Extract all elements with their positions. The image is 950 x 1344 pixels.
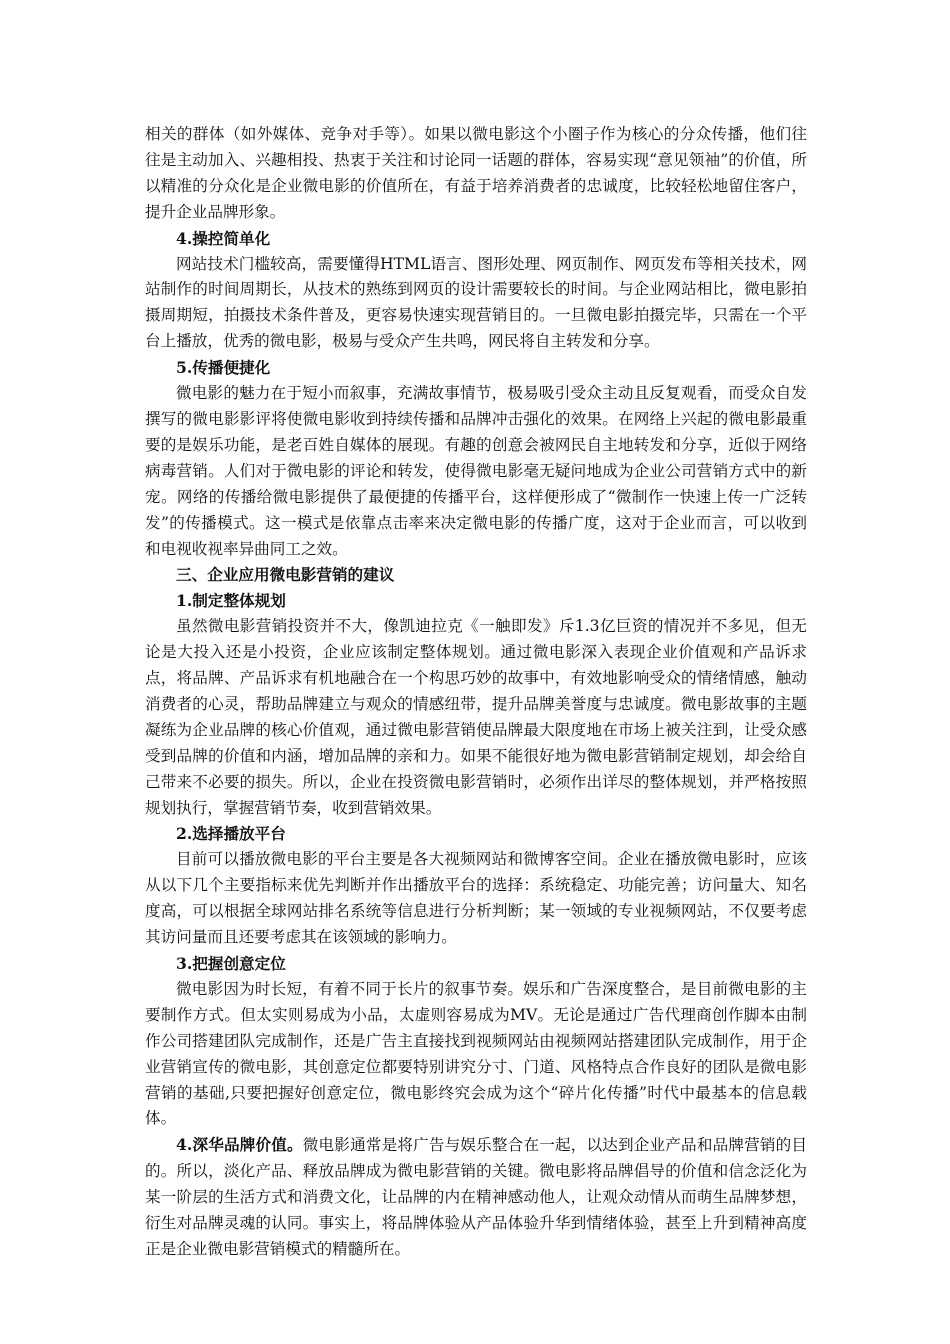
document-body [145, 122, 807, 1263]
paragraph: 微电影因为时长短，有着不同于长片的叙事节奏。娱乐和广告深度整合，是目前微电影的主要制作方式。但太实则易成为小品，太虚则容易成为MV。无论是通过广告代理商创作脚本由制作公司搭建团队完成制作，还是广告主直接找到视频网站由视频网站搭建团队完成制作，用于企业营销宣传的微电影，其创意定位都要特别讲究分寸、门道、风格特点合作良好的团队是微电影营销的基础,只要把握好创意定位，微电影终究会成为这个“碎片化传播”时代中最基本的信息载体。 [145, 979, 807, 1128]
paragraph-continued: 相关的群体（如外媒体、竞争对手等）。如果以微电影这个小圈子作为核心的分众传播，他们往往是主动加入、兴趣相投、热衷于关注和讨论同一话题的群体，容易实现“意见领袖”的价值，所以精准的分众化是企业微电影的价值所在，有益于培养消费者的忠诚度，比较轻松地留住客户，提升企业品牌形象。 [145, 125, 807, 221]
section-heading: 3.把握创意定位 [176, 954, 286, 973]
section-heading: 5.传播便捷化 [176, 358, 271, 378]
chapter-heading: 三、企业应用微电影营销的建议 [176, 565, 395, 585]
paragraph: 目前可以播放微电影的平台主要是各大视频网站和微博客空间。企业在播放微电影时，应该从以下几个主要指标来优先判断并作出播放平台的选择：系统稳定、功能完善；访问量大、知名度高，可以根据全球网站排名系统等信息进行分析判断；某一领域的专业视频网站，不仅要考虑其访问量而且还要考虑其在该领域的影响力。 [145, 850, 807, 947]
paragraph: 虽然微电影营销投资并不大，像凯迪拉克《一触即发》斥1.3亿巨资的情况并不多见，但无论是大投入还是小投资，企业应该制定整体规划。通过微电影深入表现企业价值观和产品诉求点，将品牌、产品诉求有机地融合在一个构思巧妙的故事中，有效地影响受众的情绪情感，触动消费者的心灵，帮助品牌建立与观众的情感纽带，提升品牌美誉度与忠诚度。微电影故事的主题凝练为企业品牌的核心价值观，通过微电影营销使品牌最大限度地在市场上被关注到，让受众感受到品牌的价值和内涵，增加品牌的亲和力。如果不能很好地为微电影营销制定规划，却会给自己带来不必要的损失。所以，企业在投资微电影营销时，必须作出详尽的整体规划，并严格按照规划执行，掌握营销节奏，收到营销效果。 [145, 617, 807, 817]
inline-heading: 4.深华品牌价值。 [176, 1135, 303, 1155]
paragraph: 网站技术门槛较高，需要懂得HTML语言、图形处理、网页制作、网页发布等相关技术，网站制作的时间周期长，从技术的熟练到网页的设计需要较长的时间。与企业网站相比，微电影拍摄周期短，拍摄技术条件普及，更容易快速实现营销目的。一旦微电影拍摄完毕，只需在一个平台上播放，优秀的微电影，极易与受众产生共鸣，网民将自主转发和分享。 [145, 254, 807, 351]
section-heading: 2.选择播放平台 [176, 824, 286, 844]
section-heading: 1.制定整体规划 [176, 591, 286, 611]
paragraph-text: 微电影通常是将广告与娱乐整合在一起，以达到企业产品和品牌营销的目的。所以，淡化产品、释放品牌成为微电影营销的关键。微电影将品牌倡导的价值和信念泛化为某一阶层的生活方式和消费文化，让品牌的内在精神感动他人，让观众动情从而萌生品牌梦想，衍生对品牌灵魂的认同。事实上，将品牌体验从产品体验升华到情绪体验，甚至上升到精神高度正是企业微电影营销模式的精髓所在。 [145, 1136, 807, 1258]
paragraph-with-inline-heading [145, 1132, 807, 1263]
paragraph: 微电影的魅力在于短小而叙事，充满故事情节，极易吸引受众主动且反复观看，而受众自发撰写的微电影影评将使微电影收到持续传播和品牌冲击强化的效果。在网络上兴起的微电影最重要的是娱乐功能，是老百姓自媒体的展现。有趣的创意会被网民自主地转发和分享，近似于网络病毒营销。人们对于微电影的评论和转发，使得微电影毫无疑问地成为企业公司营销方式中的新宠。网络的传播给微电影提供了最便捷的传播平台，这样便形成了“微制作一快速上传一广泛转发”的传播模式。这一模式是依靠点击率来决定微电影的传播广度，这对于企业而言，可以收到和电视收视率异曲同工之效。 [145, 384, 807, 558]
section-heading: 4.操控简单化 [176, 228, 271, 248]
